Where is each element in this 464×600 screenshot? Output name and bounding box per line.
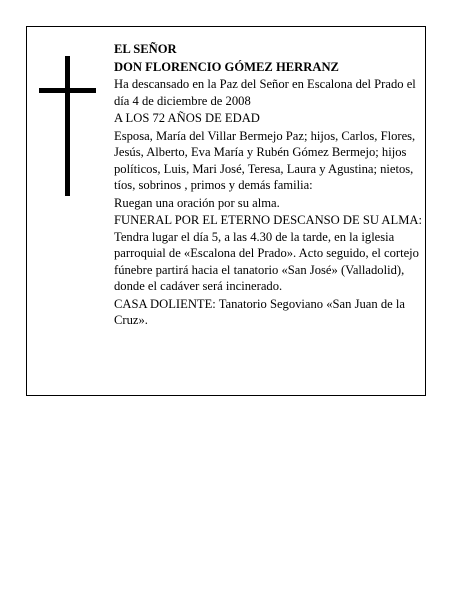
cross-icon [39, 56, 95, 196]
cross-horizontal-bar [39, 88, 96, 93]
obituary-notice [26, 26, 426, 396]
funeral-details: FUNERAL POR EL ETERNO DESCANSO DE SU ALMA: Tendra lugar el día 5, a las 4.30 de la tarde, en la iglesia parroquial de «Escalona del Prado». Acto seguido, el cortejo fúnebre partirá hacia el tanatorio «San José» (Valladolid), donde el cadáver será incinerado. [114, 213, 422, 293]
deceased-name: DON FLORENCIO GÓMEZ HERRANZ [114, 59, 339, 74]
death-notice: Ha descansado en la Paz del Señor en Escalona del Prado el día 4 de diciembre de 2008 [114, 77, 416, 108]
prayer-request: Ruegan una oración por su alma. [114, 195, 280, 210]
cross-vertical-bar [65, 56, 70, 196]
obituary-title: EL SEÑOR [114, 42, 177, 56]
age-line: A LOS 72 AÑOS DE EDAD [114, 111, 260, 125]
obituary-text [114, 41, 426, 330]
family-list: Esposa, María del Villar Bermejo Paz; hijos, Carlos, Flores, Jesús, Alberto, Eva María y Rubén Gómez Bermejo; hijos políticos, Luis, Mari José, Teresa, Laura y Agustina; nietos, tíos, sobrinos , primos y demás familia: [114, 128, 416, 192]
mourning-house: CASA DOLIENTE: Tanatorio Segoviano «San Juan de la Cruz». [114, 296, 405, 327]
